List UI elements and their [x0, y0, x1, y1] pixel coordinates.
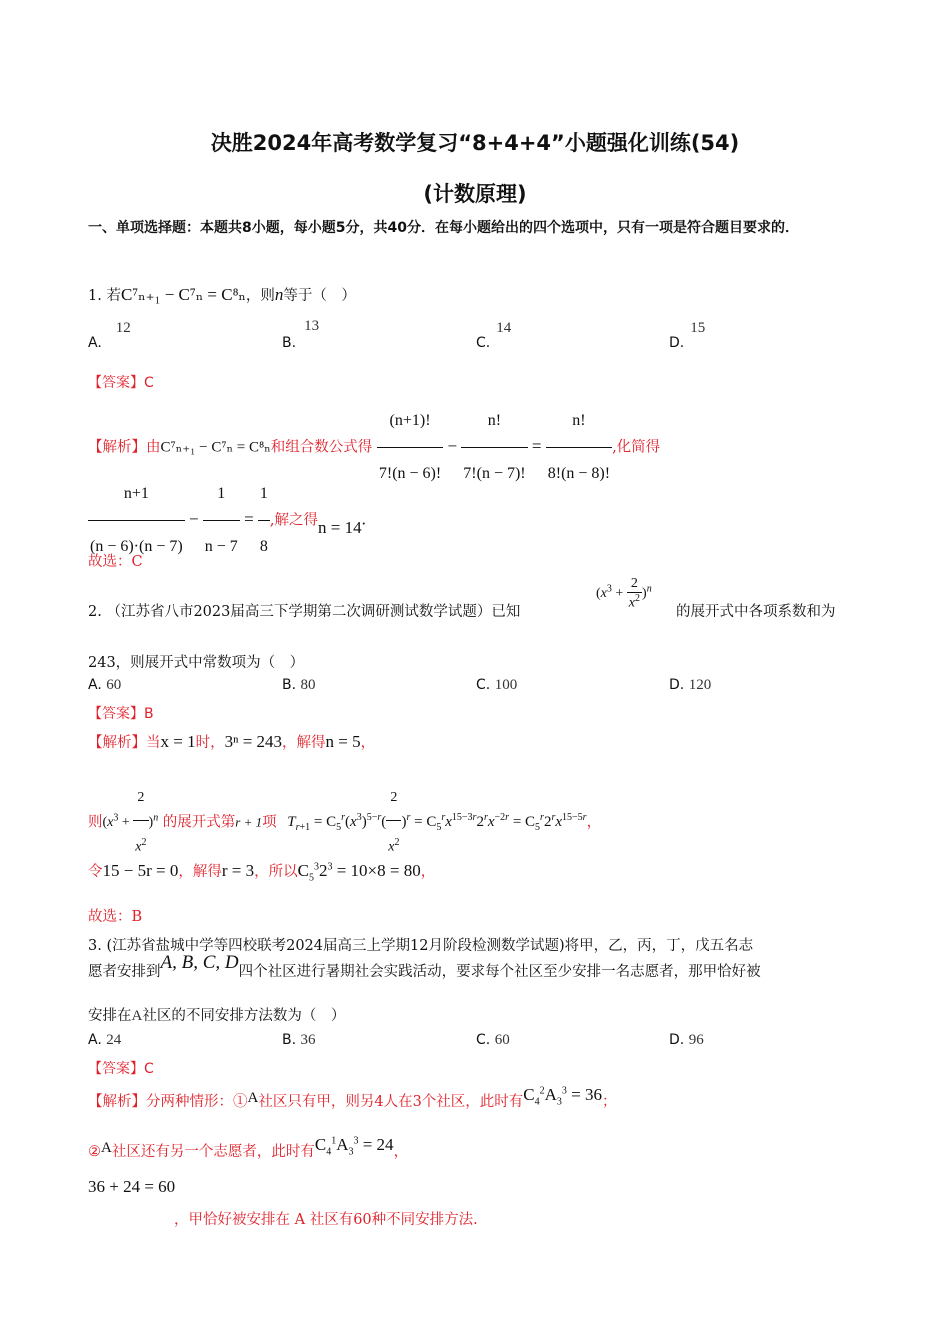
q2-text3: 243，则展开式中常数项为（ ） [88, 655, 305, 671]
q1-sol-frac6: $\frac{1}{8}$ [258, 468, 270, 573]
q2-solution-line1: 【解析】当x = 1时，3ⁿ = 243，解得n = 5， [88, 732, 376, 751]
q2-stem-line1 [88, 600, 520, 621]
q3-option-d: D. 96 [669, 1032, 704, 1048]
q2-option-a: A. 60 [88, 677, 122, 693]
q1-sol-frac5: $\frac{1}{n - 7}$ [203, 468, 240, 573]
q1-stem [88, 284, 356, 305]
q2-conclusion: 故选：B [88, 909, 143, 925]
q1-sol-condition: C⁷ₙ₊₁ − C⁷ₙ = C⁸ₙ [160, 439, 271, 456]
q3-solution-line2: ②A社区还有另一个志愿者，此时有$C_4^1A_3^3 = 24$， [88, 1135, 409, 1160]
page-subtitle: (计数原理) [423, 182, 527, 206]
q2-solution-line2: 则($x^3$ + $\frac{2}{x^2}$ )$^n$ 的展开式第r + 1项 $T_{r+1} = C_5^r(x^3)^{5-r}$( $\frac{2}{x^2}$ )$^r = C_5^rx^{15-3r}2^rx^{-2r} = C_5^r2^rx^{15-5r}$， [88, 776, 601, 870]
q1-suffix: 等于（ ） [283, 288, 356, 304]
q1-sol-frac2: $\frac{n!}{7!(n - 7)!}$ [461, 395, 527, 500]
q1-option-d: D.15 [669, 320, 706, 351]
q2-text2: 的展开式中各项系数和为 [676, 604, 836, 620]
q3-solution-line1: 【解析】分两种情形：①A社区只有甲，则另4人在3个社区，此时有$C_4^2A_3^3 = 36$； [88, 1085, 617, 1110]
page-title: 决胜2024年高考数学复习“8+4+4”小题强化训练(54) [210, 131, 740, 155]
q2-expression: ($x^3$ + $\frac{2}{x^2}$ )$^n$ [596, 576, 652, 611]
q1-solution-line2: $\frac{n+1}{(n - 6)\cdot(n - 7)}$ − $\frac{1}{n - 7}$ = $\frac{1}{8}$ ,解之得n = 14. [88, 468, 366, 573]
q2-option-d: D. 120 [669, 677, 712, 693]
q1-sol-frac4: $\frac{n+1}{(n - 6)\cdot(n - 7)}$ [88, 468, 185, 573]
q1-sol-mid2: ,化简得 [612, 439, 661, 456]
q2-option-c: C. 100 [476, 677, 518, 693]
q1-sol-result: n = 14 [318, 517, 362, 537]
q3-stem-line2: 愿者安排到A, B, C, D四个社区进行暑期社会实践活动，要求每个社区至少安排一名志愿者，那甲恰好被 [88, 952, 761, 980]
q1-sol-frac3: $\frac{n!}{8!(n - 8)!}$ [546, 395, 612, 500]
q1-solution-line1: 【解析】由C⁷ₙ₊₁ − C⁷ₙ = C⁸ₙ和组合数公式得 $\frac{(n+1)!}{7!(n - 6)!}$ − $\frac{n!}{7!(n - 7)!}$ = $\frac{n!}{8!(n - 8)!}$ ,化简得 [88, 395, 660, 500]
q3-text1: 3. (江苏省盐城中学等四校联考2024届高三上学期12月阶段检测数学试题)将甲，乙，丙，丁，戊五名志 [88, 938, 754, 954]
q1-option-c: C.14 [476, 320, 512, 351]
q1-sol-lead: 【解析】由 [88, 439, 161, 456]
q1-sol-mid1: 和组合数公式得 [270, 439, 373, 456]
q3-solution-line3: 36 + 24 = 60 ，甲恰好被安排在 A 社区有60种不同安排方法. [88, 1177, 478, 1228]
q2-text1: 2. （江苏省八市2023届高三下学期第二次调研测试数学试题）已知 [88, 604, 521, 620]
q1-sol-mid3: ,解之得 [269, 512, 319, 529]
q1-prefix: 1. 若 [88, 288, 121, 304]
q1-condition: C⁷ₙ₊₁ − C⁷ₙ = C⁸ₙ [120, 285, 246, 304]
q1-middle: ，则 [245, 288, 275, 304]
q2-solution-line3: 令15 − 5r = 0，解得r = 3，所以$C_5^32^3 = 10\times 8 = 80$， [88, 861, 436, 884]
q3-stem-line3: 安排在A社区的不同安排方法数为（ ） [88, 1008, 346, 1024]
q3-option-a: A. 24 [88, 1032, 122, 1048]
section-heading: 一、单项选择题：本题共8小题，每小题5分，共40分．在每小题给出的四个选项中，只有一项是符合题目要求的． [88, 220, 799, 236]
q1-var: n [274, 285, 284, 304]
q1-sol-frac1: $\frac{(n+1)!}{7!(n - 6)!}$ [377, 395, 443, 500]
q2-general-term: $T_{r+1} = C_5^r(x^3)^{5-r}$( $\frac{2}{x^2}$ )$^r = C_5^rx^{15-3r}2^rx^{-2r} = C_5^r2^rx^{15-5r}$ [287, 814, 586, 830]
q3-answer: 【答案】C [88, 1061, 154, 1077]
q1-option-b: B.13 [282, 318, 320, 351]
q1-option-a: A.12 [88, 320, 131, 351]
q2-answer: 【答案】B [88, 706, 154, 722]
q2-option-b: B. 80 [282, 677, 316, 693]
q3-option-b: B. 36 [282, 1032, 316, 1048]
q3-option-c: C. 60 [476, 1032, 510, 1048]
q1-answer: 【答案】C [88, 375, 154, 391]
q1-conclusion: 故选：C [88, 554, 143, 570]
